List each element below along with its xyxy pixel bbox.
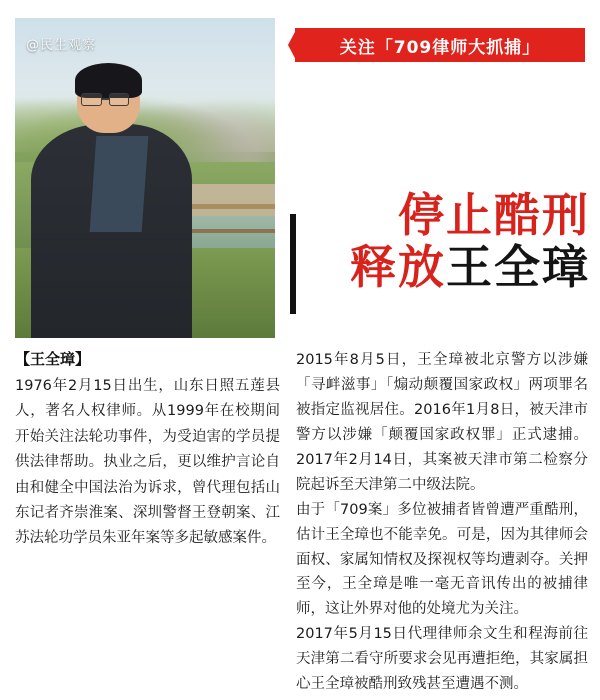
bio-title: 【王全璋】 — [15, 350, 91, 368]
headline-line-1: 停止酷刑 — [398, 188, 590, 242]
photo-person-shirt — [90, 136, 149, 232]
photo-person-glasses-right — [109, 93, 130, 106]
case-body — [296, 348, 588, 697]
case-column — [296, 348, 588, 697]
headline-accent-bar — [290, 214, 296, 314]
photo-person-glasses-bridge — [102, 98, 109, 100]
headline-line-2-dark: 王全璋 — [446, 239, 590, 294]
headline-line-2-red: 释放 — [350, 239, 446, 294]
case-paragraph-3: 2017年5月15日代理律师余文生和程海前往天津第二看守所要求会见再遭拒绝，其家属担心王全璋被酷刑致残甚至遭遇不测。 — [296, 626, 588, 693]
photo-person-glasses-left — [81, 93, 102, 106]
watermark-text: @民生观察 — [26, 38, 97, 53]
bio-column — [15, 348, 280, 552]
case-paragraph-2: 由于「709案」多位被捕者皆曾遭严重酷刑，估计王全璋也不能幸免。可是，因为其律师会面权、家属知情权及探视权等均遭剥夺。关押至今，王全璋是唯一毫无音讯传出的被捕律师，这让外界对他的处境尤为关注。 — [296, 501, 588, 618]
case-paragraph-1: 2015年8月5日，王全璋被北京警方以涉嫌「寻衅滋事」「煽动颠覆国家政权」两项罪名被指定监视居住。2016年1月8日，被天津市警方以涉嫌「颠覆国家政权罪」正式逮捕。2017年2月14日，其案被天津市第二检察分院起诉至天津第二中级法院。 — [296, 352, 588, 493]
headline-line-2 — [290, 239, 590, 294]
bio-body: 1976年2月15日出生，山东日照五莲县人，著名人权律师。从1999年在校期间开始关注法轮功事件，为受迫害的学员提供法律帮助。执业之后，更以维护言论自由和健全中国法治为诉求，曾代理包括山东记者齐崇淮案、深圳警督王登朝案、江苏法轮功学员朱亚年案等多起敏感案件。 — [15, 378, 280, 547]
campaign-banner-text: 关注「709律师大抓捕」 — [339, 37, 541, 58]
campaign-banner — [295, 28, 585, 62]
headline-block — [290, 190, 590, 293]
portrait-photo — [15, 18, 275, 338]
